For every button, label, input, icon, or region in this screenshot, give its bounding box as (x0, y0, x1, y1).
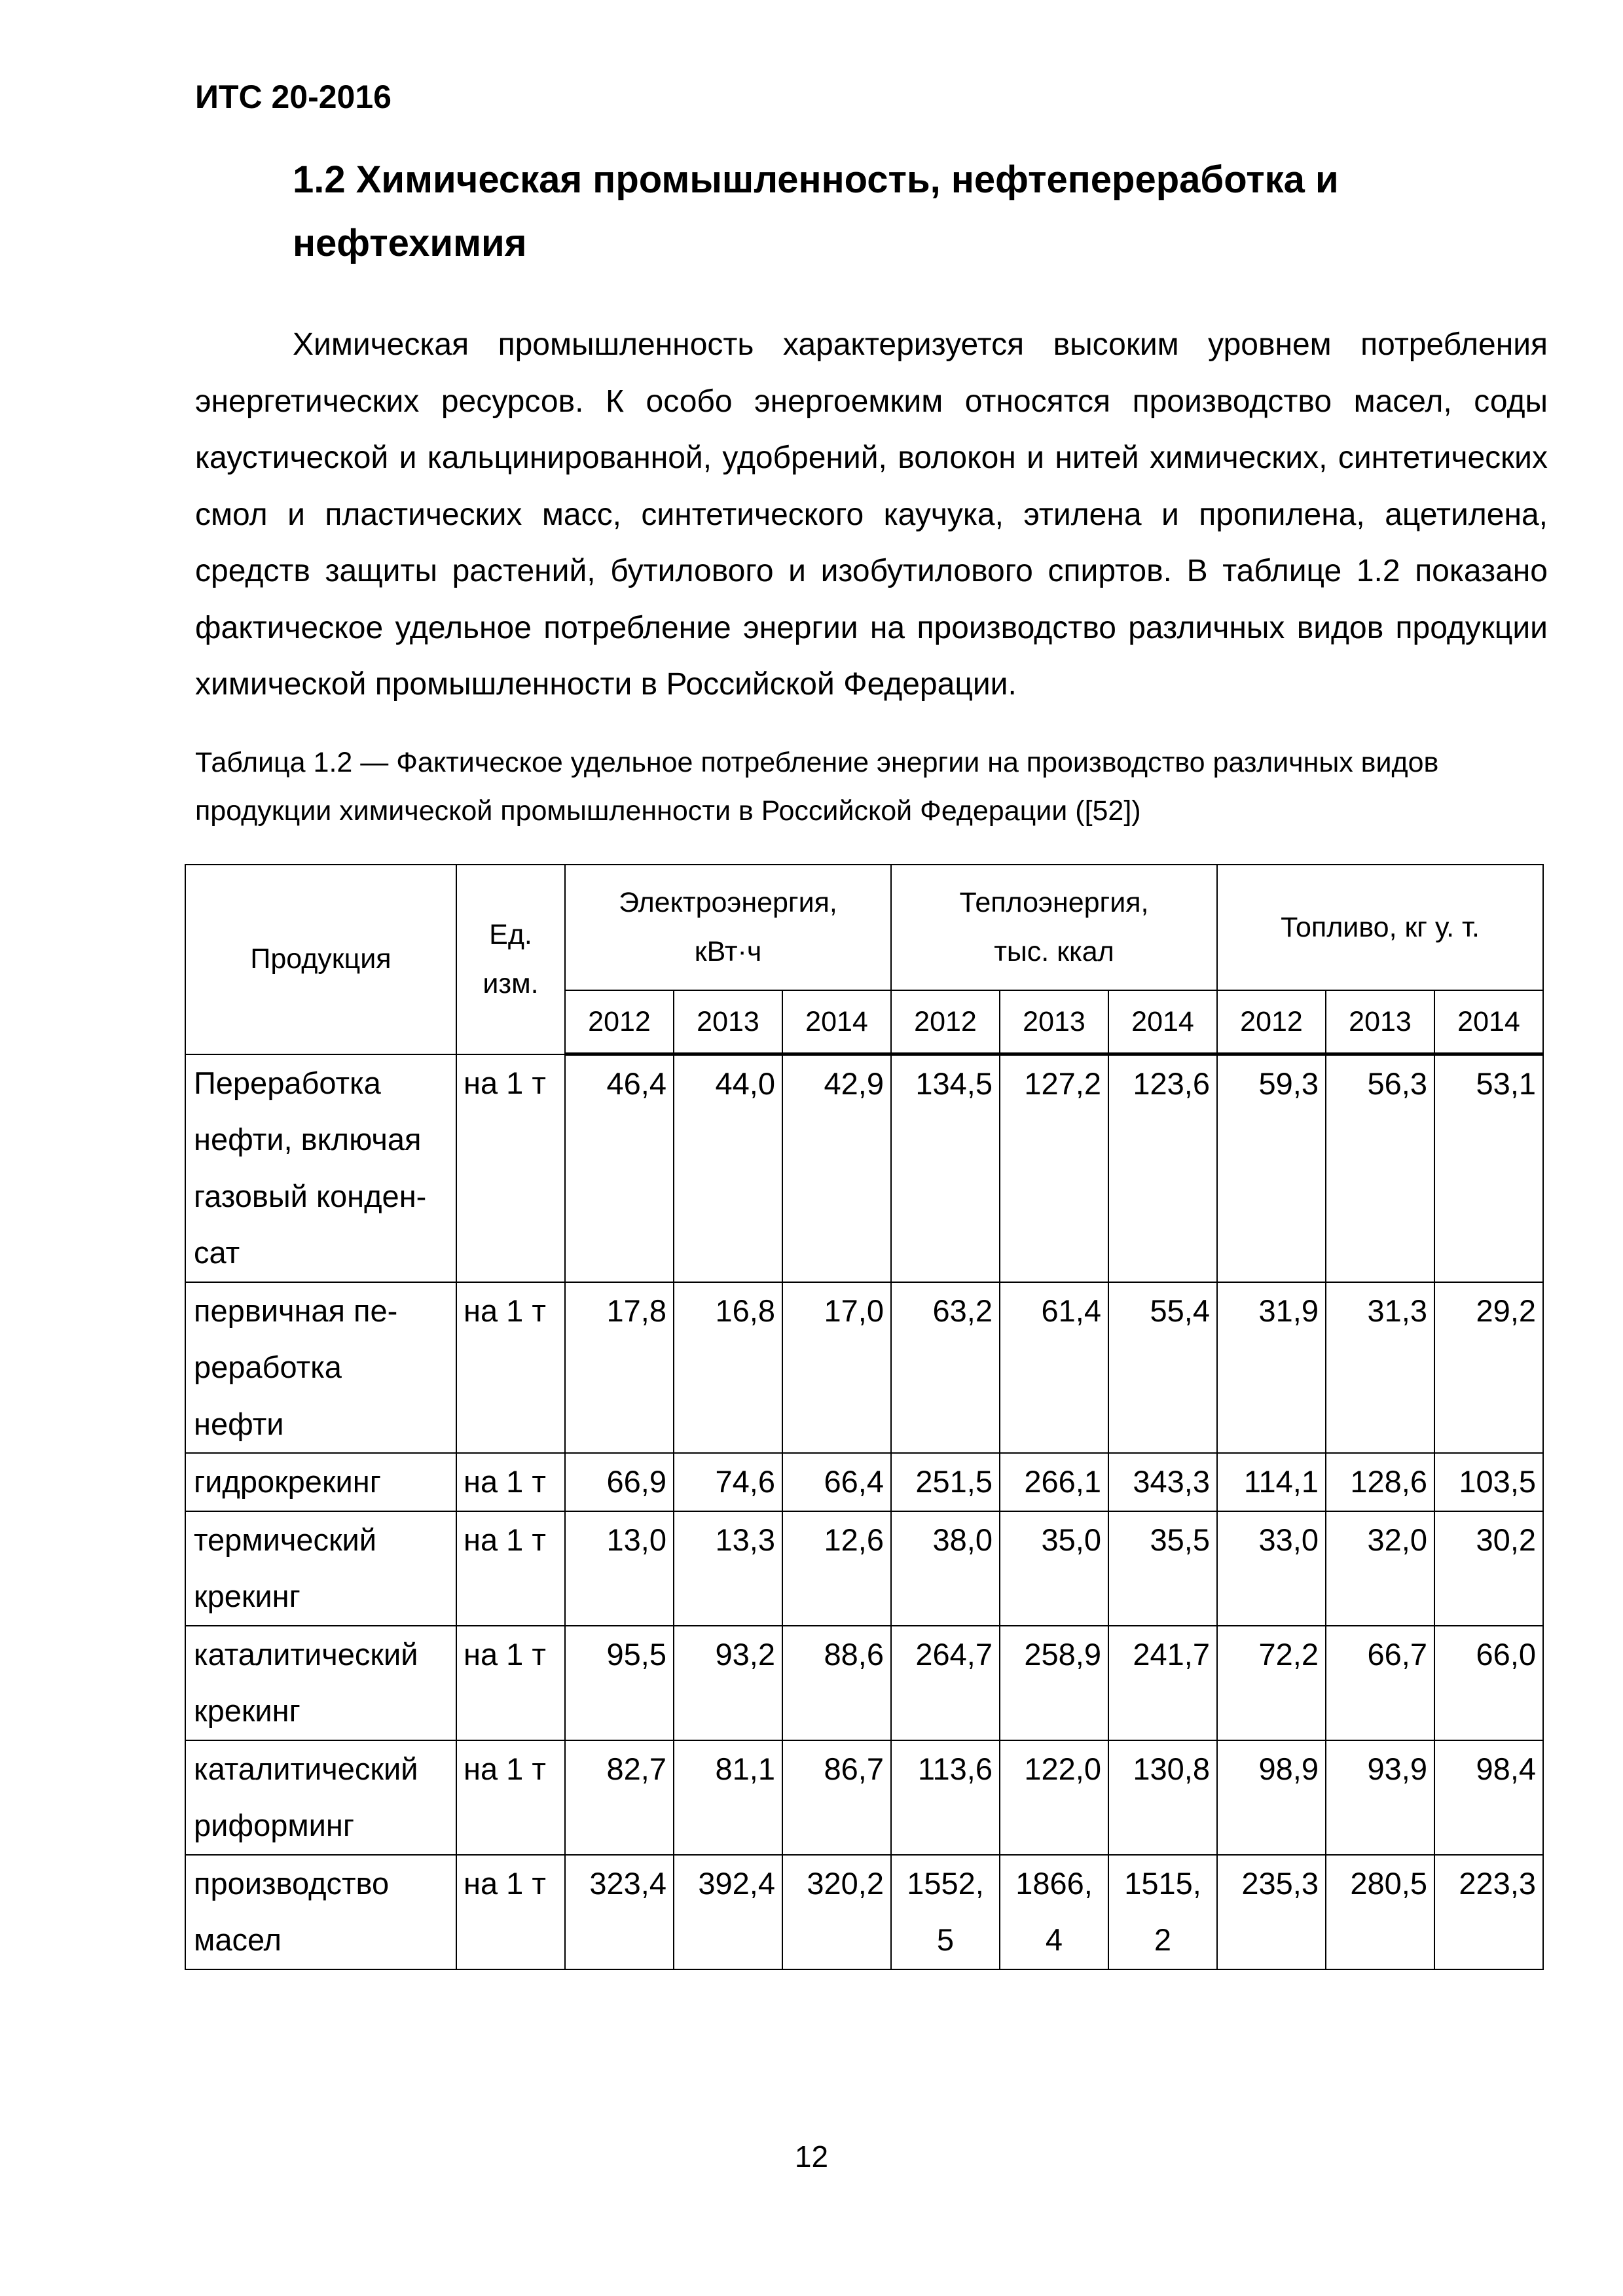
header-year: 2014 (782, 990, 891, 1054)
cell-value: 93,2 (674, 1626, 782, 1740)
cell-value: 66,0 (1434, 1626, 1543, 1740)
cell-value: 81,1 (674, 1740, 782, 1855)
cell-unit: на 1 т (456, 1626, 565, 1740)
cell-product-line: масел (194, 1922, 282, 1957)
cell-value: 44,0 (674, 1054, 782, 1282)
cell-value: 98,9 (1217, 1740, 1326, 1855)
cell-value: 130,8 (1108, 1740, 1217, 1855)
cell-product-line: термический (194, 1522, 377, 1557)
cell-unit: на 1 т (456, 1855, 565, 1969)
table-header-row-groups (185, 865, 1543, 990)
cell-value: 63,2 (891, 1282, 1000, 1454)
header-electricity-line-1: Электроэнергия, (619, 887, 837, 918)
table-row (185, 1054, 1543, 1282)
header-year: 2013 (1000, 990, 1108, 1054)
cell-value: 134,5 (891, 1054, 1000, 1282)
cell-value: 66,9 (565, 1453, 674, 1511)
cell-value: 66,7 (1326, 1626, 1434, 1740)
cell-value: 13,0 (565, 1511, 674, 1626)
cell-value: 343,3 (1108, 1453, 1217, 1511)
cell-value: 42,9 (782, 1054, 891, 1282)
cell-unit: на 1 т (456, 1054, 565, 1282)
cell-value: 114,1 (1217, 1453, 1326, 1511)
cell-value: 241,7 (1108, 1626, 1217, 1740)
cell-product-line: каталитический (194, 1751, 418, 1786)
cell-value: 1552, 5 (891, 1855, 1000, 1969)
document-id: ИТС 20-2016 (195, 79, 392, 115)
cell-product-line: каталитический (194, 1636, 418, 1672)
table-row (185, 1511, 1543, 1626)
table-row (185, 1855, 1543, 1969)
cell-value: 38,0 (891, 1511, 1000, 1626)
header-year: 2013 (674, 990, 782, 1054)
cell-value: 98,4 (1434, 1740, 1543, 1855)
cell-value: 128,6 (1326, 1453, 1434, 1511)
cell-value: 223,3 (1434, 1855, 1543, 1969)
cell-product (185, 1282, 456, 1454)
cell-product (185, 1740, 456, 1855)
table-row (185, 1282, 1543, 1454)
page-number: 12 (794, 2140, 829, 2174)
cell-product-line: газовый конден- (194, 1178, 427, 1213)
table-caption: Таблица 1.2 — Фактическое удельное потребление энергии на производство различных видов продукции химической промышленности в Российской Федерации ([52]) (195, 747, 1439, 827)
cell-product (185, 1453, 456, 1511)
cell-value: 30,2 (1434, 1511, 1543, 1626)
header-heat-line-2: тыс. ккал (994, 936, 1114, 967)
cell-value: 86,7 (782, 1740, 891, 1855)
cell-product-line: производство (194, 1865, 390, 1901)
header-electricity-line-2: кВт·ч (694, 936, 762, 967)
cell-value: 55,4 (1108, 1282, 1217, 1454)
section-heading-line-1: 1.2 Химическая промышленность, нефтепереработка и (293, 158, 1339, 201)
section-heading-line-2: нефтехимия (293, 222, 527, 264)
header-product: Продукция (185, 865, 456, 1054)
cell-value: 29,2 (1434, 1282, 1543, 1454)
cell-value: 88,6 (782, 1626, 891, 1740)
cell-product-line: нефти (194, 1406, 284, 1441)
cell-value: 31,9 (1217, 1282, 1326, 1454)
intro-paragraph: Химическая промышленность характеризуется высоким уровнем потребления энергетических ресурсов. К особо энергоемким относятся производство масел, соды каустической и кальцинированной, удобрений, волокон и нитей химических, синтетических смол и пластических масс, синтетического каучука, этилена и пропилена, ацетилена, средств защиты растений, бутилового и изобутилового спиртов. В таблице 1.2 показано фактическое удельное потребление энергии на производство различных видов продукции химической промышленности в Российской Федерации. (195, 327, 1548, 702)
header-year: 2014 (1434, 990, 1543, 1054)
cell-product-line: реработка (194, 1350, 342, 1384)
cell-value: 46,4 (565, 1054, 674, 1282)
cell-value: 122,0 (1000, 1740, 1108, 1855)
cell-product (185, 1855, 456, 1969)
header-year: 2014 (1108, 990, 1217, 1054)
header-year: 2013 (1326, 990, 1434, 1054)
cell-product (185, 1626, 456, 1740)
cell-value: 32,0 (1326, 1511, 1434, 1626)
cell-unit: на 1 т (456, 1511, 565, 1626)
cell-value: 82,7 (565, 1740, 674, 1855)
cell-value: 266,1 (1000, 1453, 1108, 1511)
table-row (185, 1740, 1543, 1855)
header-year: 2012 (891, 990, 1000, 1054)
cell-value: 56,3 (1326, 1054, 1434, 1282)
cell-product-line: Переработка (194, 1065, 381, 1100)
cell-value: 323,4 (565, 1855, 674, 1969)
header-unit (456, 865, 565, 1054)
cell-value: 33,0 (1217, 1511, 1326, 1626)
cell-value: 53,1 (1434, 1054, 1543, 1282)
cell-unit: на 1 т (456, 1453, 565, 1511)
section-heading (293, 148, 1537, 275)
header-unit-line-1: Ед. (489, 918, 532, 950)
header-year: 2012 (1217, 990, 1326, 1054)
cell-product (185, 1511, 456, 1626)
cell-value: 31,3 (1326, 1282, 1434, 1454)
cell-product-line: первичная пе- (194, 1293, 398, 1328)
cell-value: 66,4 (782, 1453, 891, 1511)
cell-value: 392,4 (674, 1855, 782, 1969)
table-row (185, 1453, 1543, 1511)
cell-value: 12,6 (782, 1511, 891, 1626)
cell-product-line: крекинг (194, 1579, 301, 1613)
cell-value: 72,2 (1217, 1626, 1326, 1740)
energy-consumption-table (185, 864, 1544, 1970)
cell-value: 61,4 (1000, 1282, 1108, 1454)
cell-unit: на 1 т (456, 1740, 565, 1855)
table-row (185, 1626, 1543, 1740)
cell-product-line: риформинг (194, 1808, 355, 1842)
cell-product-line: крекинг (194, 1693, 301, 1728)
cell-value: 235,3 (1217, 1855, 1326, 1969)
header-heat-line-1: Теплоэнергия, (959, 887, 1149, 918)
cell-unit: на 1 т (456, 1282, 565, 1454)
cell-product (185, 1054, 456, 1282)
cell-value: 16,8 (674, 1282, 782, 1454)
cell-value: 1515, 2 (1108, 1855, 1217, 1969)
header-year: 2012 (565, 990, 674, 1054)
header-unit-line-2: изм. (483, 967, 539, 999)
header-fuel: Топливо, кг у. т. (1217, 865, 1543, 990)
cell-product-line: нефти, включая (194, 1122, 422, 1157)
cell-value: 35,5 (1108, 1511, 1217, 1626)
cell-value: 258,9 (1000, 1626, 1108, 1740)
header-heat (891, 865, 1217, 990)
cell-value: 320,2 (782, 1855, 891, 1969)
cell-value: 74,6 (674, 1453, 782, 1511)
cell-value: 35,0 (1000, 1511, 1108, 1626)
table-body (185, 1054, 1543, 1969)
cell-value: 251,5 (891, 1453, 1000, 1511)
header-electricity (565, 865, 891, 990)
cell-value: 93,9 (1326, 1740, 1434, 1855)
cell-value: 13,3 (674, 1511, 782, 1626)
cell-product-line: сат (194, 1235, 240, 1270)
cell-value: 17,8 (565, 1282, 674, 1454)
cell-value: 264,7 (891, 1626, 1000, 1740)
cell-value: 59,3 (1217, 1054, 1326, 1282)
cell-value: 127,2 (1000, 1054, 1108, 1282)
cell-value: 17,0 (782, 1282, 891, 1454)
cell-value: 280,5 (1326, 1855, 1434, 1969)
cell-value: 123,6 (1108, 1054, 1217, 1282)
cell-value: 1866, 4 (1000, 1855, 1108, 1969)
cell-product-line: гидрокрекинг (194, 1464, 381, 1499)
cell-value: 103,5 (1434, 1453, 1543, 1511)
cell-value: 113,6 (891, 1740, 1000, 1855)
cell-value: 95,5 (565, 1626, 674, 1740)
